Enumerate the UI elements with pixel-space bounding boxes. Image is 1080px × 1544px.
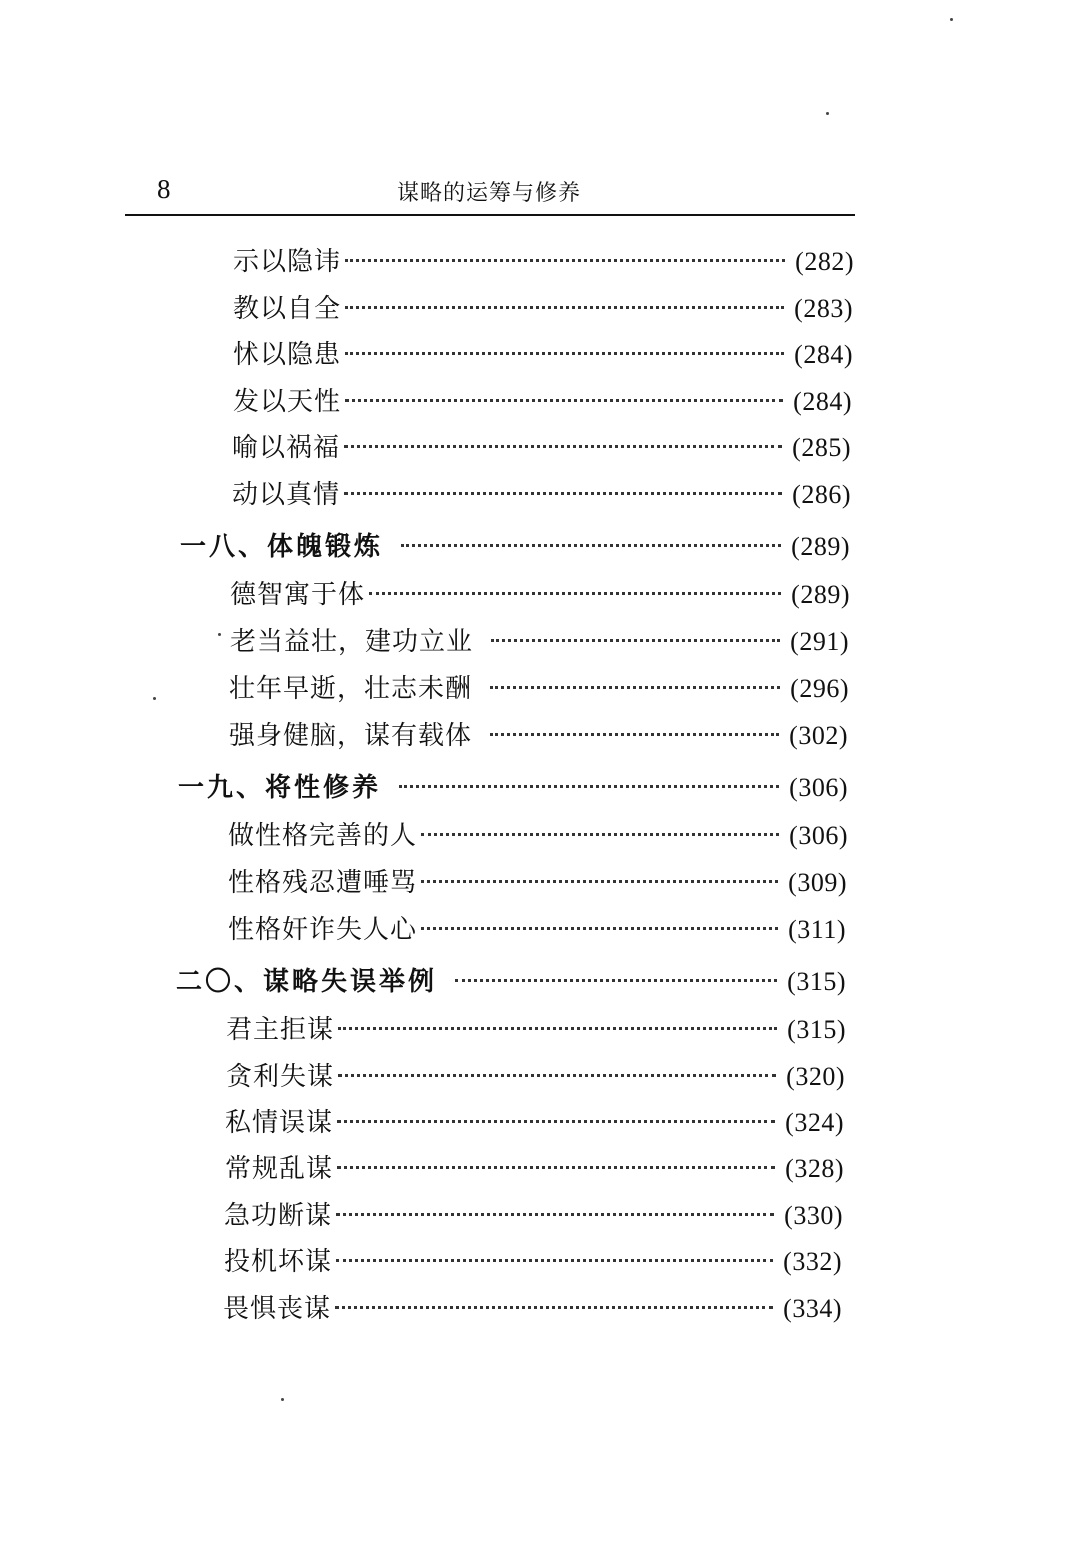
toc-entry[interactable] xyxy=(229,718,848,754)
toc-entry[interactable] xyxy=(224,1244,842,1280)
dot-leader xyxy=(345,259,785,262)
toc-entry-page: (284) xyxy=(794,340,853,369)
toc-entry-page: (284) xyxy=(793,387,852,416)
toc-entry-title: 喻以祸福 xyxy=(232,433,341,463)
scan-speck xyxy=(218,633,221,636)
toc-entry[interactable] xyxy=(226,1059,845,1095)
dot-leader xyxy=(345,352,784,355)
dot-leader xyxy=(344,492,782,495)
toc-entry[interactable] xyxy=(232,430,851,466)
toc-entry-page: (291) xyxy=(790,627,849,656)
toc-entry-title: 畏惧丧谋 xyxy=(223,1294,332,1324)
toc-entry[interactable] xyxy=(233,244,854,280)
dot-leader xyxy=(345,399,783,402)
toc-entry[interactable] xyxy=(226,1012,846,1048)
toc-entry[interactable] xyxy=(230,624,849,660)
toc-chapter-title: 一九、将性修养 xyxy=(178,773,382,803)
dot-leader xyxy=(344,445,782,448)
dot-leader xyxy=(337,1166,775,1169)
dot-leader xyxy=(491,639,780,642)
toc-entry-page: (332) xyxy=(783,1247,842,1276)
toc-chapter-title: 一八、体魄锻炼 xyxy=(180,532,384,562)
dot-leader xyxy=(490,733,779,736)
toc-entry-page: (283) xyxy=(794,294,853,323)
toc-chapter-title: 二〇、谋略失误举例 xyxy=(176,967,438,997)
page-number: 8 xyxy=(157,174,171,204)
toc-entry[interactable] xyxy=(228,818,848,854)
toc-entry-title: 性格残忍遭唾骂 xyxy=(228,868,418,898)
dot-leader xyxy=(336,1259,773,1262)
toc-entry-page: (289) xyxy=(791,532,850,561)
toc-entry[interactable] xyxy=(228,912,846,948)
dot-leader xyxy=(338,1074,776,1077)
toc-entry[interactable] xyxy=(230,577,850,613)
toc-entry-page: (328) xyxy=(785,1154,844,1183)
toc-entry[interactable] xyxy=(225,1151,844,1187)
toc-entry-title: 德智寓于体 xyxy=(230,580,366,610)
toc-entry-title: 投机坏谋 xyxy=(224,1247,333,1277)
toc-chapter-entry[interactable] xyxy=(176,964,846,1000)
toc-entry-page: (324) xyxy=(785,1108,844,1137)
dot-leader xyxy=(369,592,781,595)
toc-entry-page: (282) xyxy=(795,247,854,276)
toc-entry-title: 老当益壮，建功立业 xyxy=(230,627,474,657)
toc-entry[interactable] xyxy=(224,1198,843,1234)
toc-entry-page: (306) xyxy=(789,773,848,802)
scan-speck xyxy=(826,112,829,115)
toc-entry-title: 怵以隐患 xyxy=(233,340,342,370)
toc-entry[interactable] xyxy=(223,1291,842,1327)
toc-entry[interactable] xyxy=(232,477,851,513)
toc-entry-title: 常规乱谋 xyxy=(225,1154,334,1184)
toc-entry-title: 做性格完善的人 xyxy=(228,821,418,851)
dot-leader xyxy=(337,1120,775,1123)
toc-entry-page: (302) xyxy=(789,721,848,750)
toc-entry-title: 发以天性 xyxy=(233,387,342,417)
toc-entry-title: 性格奸诈失人心 xyxy=(228,915,418,945)
dot-leader xyxy=(490,686,780,689)
toc-entry-title: 急功断谋 xyxy=(224,1201,333,1231)
scan-speck xyxy=(153,697,156,700)
dot-leader xyxy=(401,544,781,547)
toc-entry-title: 君主拒谋 xyxy=(226,1015,335,1045)
toc-chapter-entry[interactable] xyxy=(178,770,848,806)
toc-entry-page: (320) xyxy=(786,1062,845,1091)
dot-leader xyxy=(421,880,778,883)
toc-entry-page: (315) xyxy=(787,1015,846,1044)
toc-entry[interactable] xyxy=(233,337,853,373)
toc-entry[interactable] xyxy=(233,384,852,420)
toc-entry[interactable] xyxy=(233,291,853,327)
toc-entry[interactable] xyxy=(229,671,849,707)
toc-entry-title: 教以自全 xyxy=(233,294,342,324)
toc-entry[interactable] xyxy=(225,1105,844,1141)
scan-speck xyxy=(281,1398,284,1401)
dot-leader xyxy=(399,785,779,788)
toc-entry-title: 私情误谋 xyxy=(225,1108,334,1138)
toc-entry-page: (296) xyxy=(790,674,849,703)
toc-entry-title: 强身健脑，谋有载体 xyxy=(229,721,473,751)
dot-leader xyxy=(421,833,779,836)
dot-leader xyxy=(455,979,777,982)
toc-entry-title: 动以真情 xyxy=(232,480,341,510)
running-title: 谋略的运筹与修养 xyxy=(397,181,582,206)
toc-chapter-entry[interactable] xyxy=(180,529,850,565)
toc-entry-page: (289) xyxy=(791,580,850,609)
scan-speck xyxy=(950,18,953,21)
toc-entry-title: 示以隐讳 xyxy=(233,247,342,277)
dot-leader xyxy=(336,1213,774,1216)
dot-leader xyxy=(335,1306,773,1309)
dot-leader xyxy=(338,1027,777,1030)
toc-entry-page: (311) xyxy=(788,915,846,944)
toc-entry-page: (315) xyxy=(787,967,846,996)
toc-entry[interactable] xyxy=(228,865,847,901)
dot-leader xyxy=(345,306,784,309)
toc-entry-page: (334) xyxy=(783,1294,842,1323)
toc-entry-page: (330) xyxy=(784,1201,843,1230)
toc-entry-page: (306) xyxy=(789,821,848,850)
toc-entry-page: (286) xyxy=(792,480,851,509)
toc-entry-page: (309) xyxy=(788,868,847,897)
toc-entry-title: 壮年早逝，壮志未酬 xyxy=(229,674,473,704)
toc-entry-title: 贪利失谋 xyxy=(226,1062,335,1092)
toc-entry-page: (285) xyxy=(792,433,851,462)
dot-leader xyxy=(421,927,778,930)
